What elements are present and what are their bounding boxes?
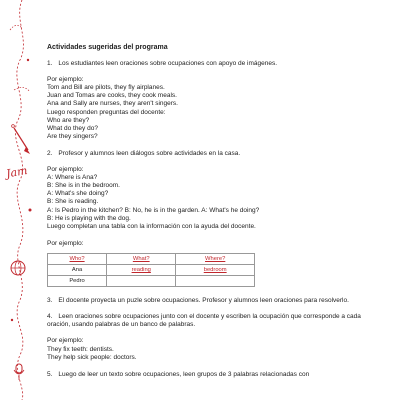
example-line: A: What's she doing?	[47, 190, 109, 198]
activity-item-4	[47, 313, 377, 329]
table-cell: reading	[107, 264, 176, 275]
example-line: Luego responden preguntas del docente:	[47, 108, 166, 116]
table-header: What?	[107, 253, 176, 264]
example-block-2	[47, 166, 377, 231]
item-text: Luego de leer un texto sobre ocupaciones, leen grupos de 3 palabras relacionadas con	[58, 370, 310, 378]
example-block-4	[47, 337, 377, 361]
table-cell	[107, 276, 176, 287]
example-line: Juan and Tomas are cooks, they cook meals.	[47, 92, 177, 100]
item-number: 5.	[47, 370, 53, 378]
example-line: Who are they?	[47, 116, 90, 124]
example-label: Por ejemplo:	[47, 166, 84, 174]
table-row	[48, 276, 255, 287]
document-body	[47, 44, 377, 387]
item-number: 1.	[47, 60, 53, 68]
example-block-1	[47, 76, 377, 141]
table-cell	[176, 276, 255, 287]
pencil-icon	[12, 125, 30, 154]
table-header: Where?	[176, 253, 255, 264]
activity-table	[47, 253, 255, 287]
table-cell: bedroom	[176, 264, 255, 275]
item-number: 2.	[47, 149, 53, 157]
activity-item-1	[47, 60, 377, 68]
table-row	[48, 264, 255, 275]
item-text: Los estudiantes leen oraciones sobre ocupaciones con apoyo de imágenes.	[58, 60, 278, 68]
example-line: What do they do?	[47, 124, 98, 132]
item-text: Leen oraciones sobre ocupaciones junto con el docente y escriben la ocupación que corresponde a cada oración, usando palabras de un banco de palabras.	[47, 313, 361, 329]
table-header-row	[48, 253, 255, 264]
example-line: They fix teeth: dentists.	[47, 345, 114, 353]
activity-item-3	[47, 297, 377, 305]
item-text: El docente proyecta un puzle sobre ocupaciones. Profesor y alumnos leen oraciones para resolverlo.	[58, 297, 349, 305]
margin-decoration	[0, 0, 44, 400]
doodle-text: Jam	[5, 163, 29, 181]
activity-item-5	[47, 371, 377, 379]
item-text: Profesor y alumnos leen diálogos sobre actividades en la casa.	[58, 149, 241, 157]
item-number: 4.	[47, 313, 53, 321]
example-line: Ana and Sally are nurses, they aren't singers.	[47, 100, 178, 108]
section-heading: Actividades sugeridas del programa	[47, 44, 168, 51]
table-cell: Pedro	[48, 276, 107, 287]
table-header: Who?	[48, 253, 107, 264]
activity-item-2	[47, 150, 377, 158]
example-label: Por ejemplo:	[47, 76, 84, 84]
example-line: B: She is in the bedroom.	[47, 182, 120, 190]
example-line: A: Is Pedro in the kitchen? B: No, he is in the garden. A: What's he doing?	[47, 206, 260, 214]
example-line: Tom and Bill are pilots, they fly airplanes.	[47, 84, 165, 92]
table-cell: Ana	[48, 264, 107, 275]
dashed-swirl	[15, 0, 23, 400]
microphone-icon	[14, 364, 24, 380]
example-line: B: He is playing with the dog.	[47, 214, 131, 222]
example-line: B: She is reading.	[47, 198, 99, 206]
table-label: Por ejemplo:	[47, 239, 84, 247]
example-line: A: Where is Ana?	[47, 174, 98, 182]
example-label: Por ejemplo:	[47, 337, 84, 345]
example-line: Are they singers?	[47, 132, 98, 140]
example-line: Luego completan una tabla con la información con la ayuda del docente.	[47, 222, 256, 230]
example-line: They help sick people: doctors.	[47, 353, 137, 361]
item-number: 3.	[47, 297, 53, 305]
